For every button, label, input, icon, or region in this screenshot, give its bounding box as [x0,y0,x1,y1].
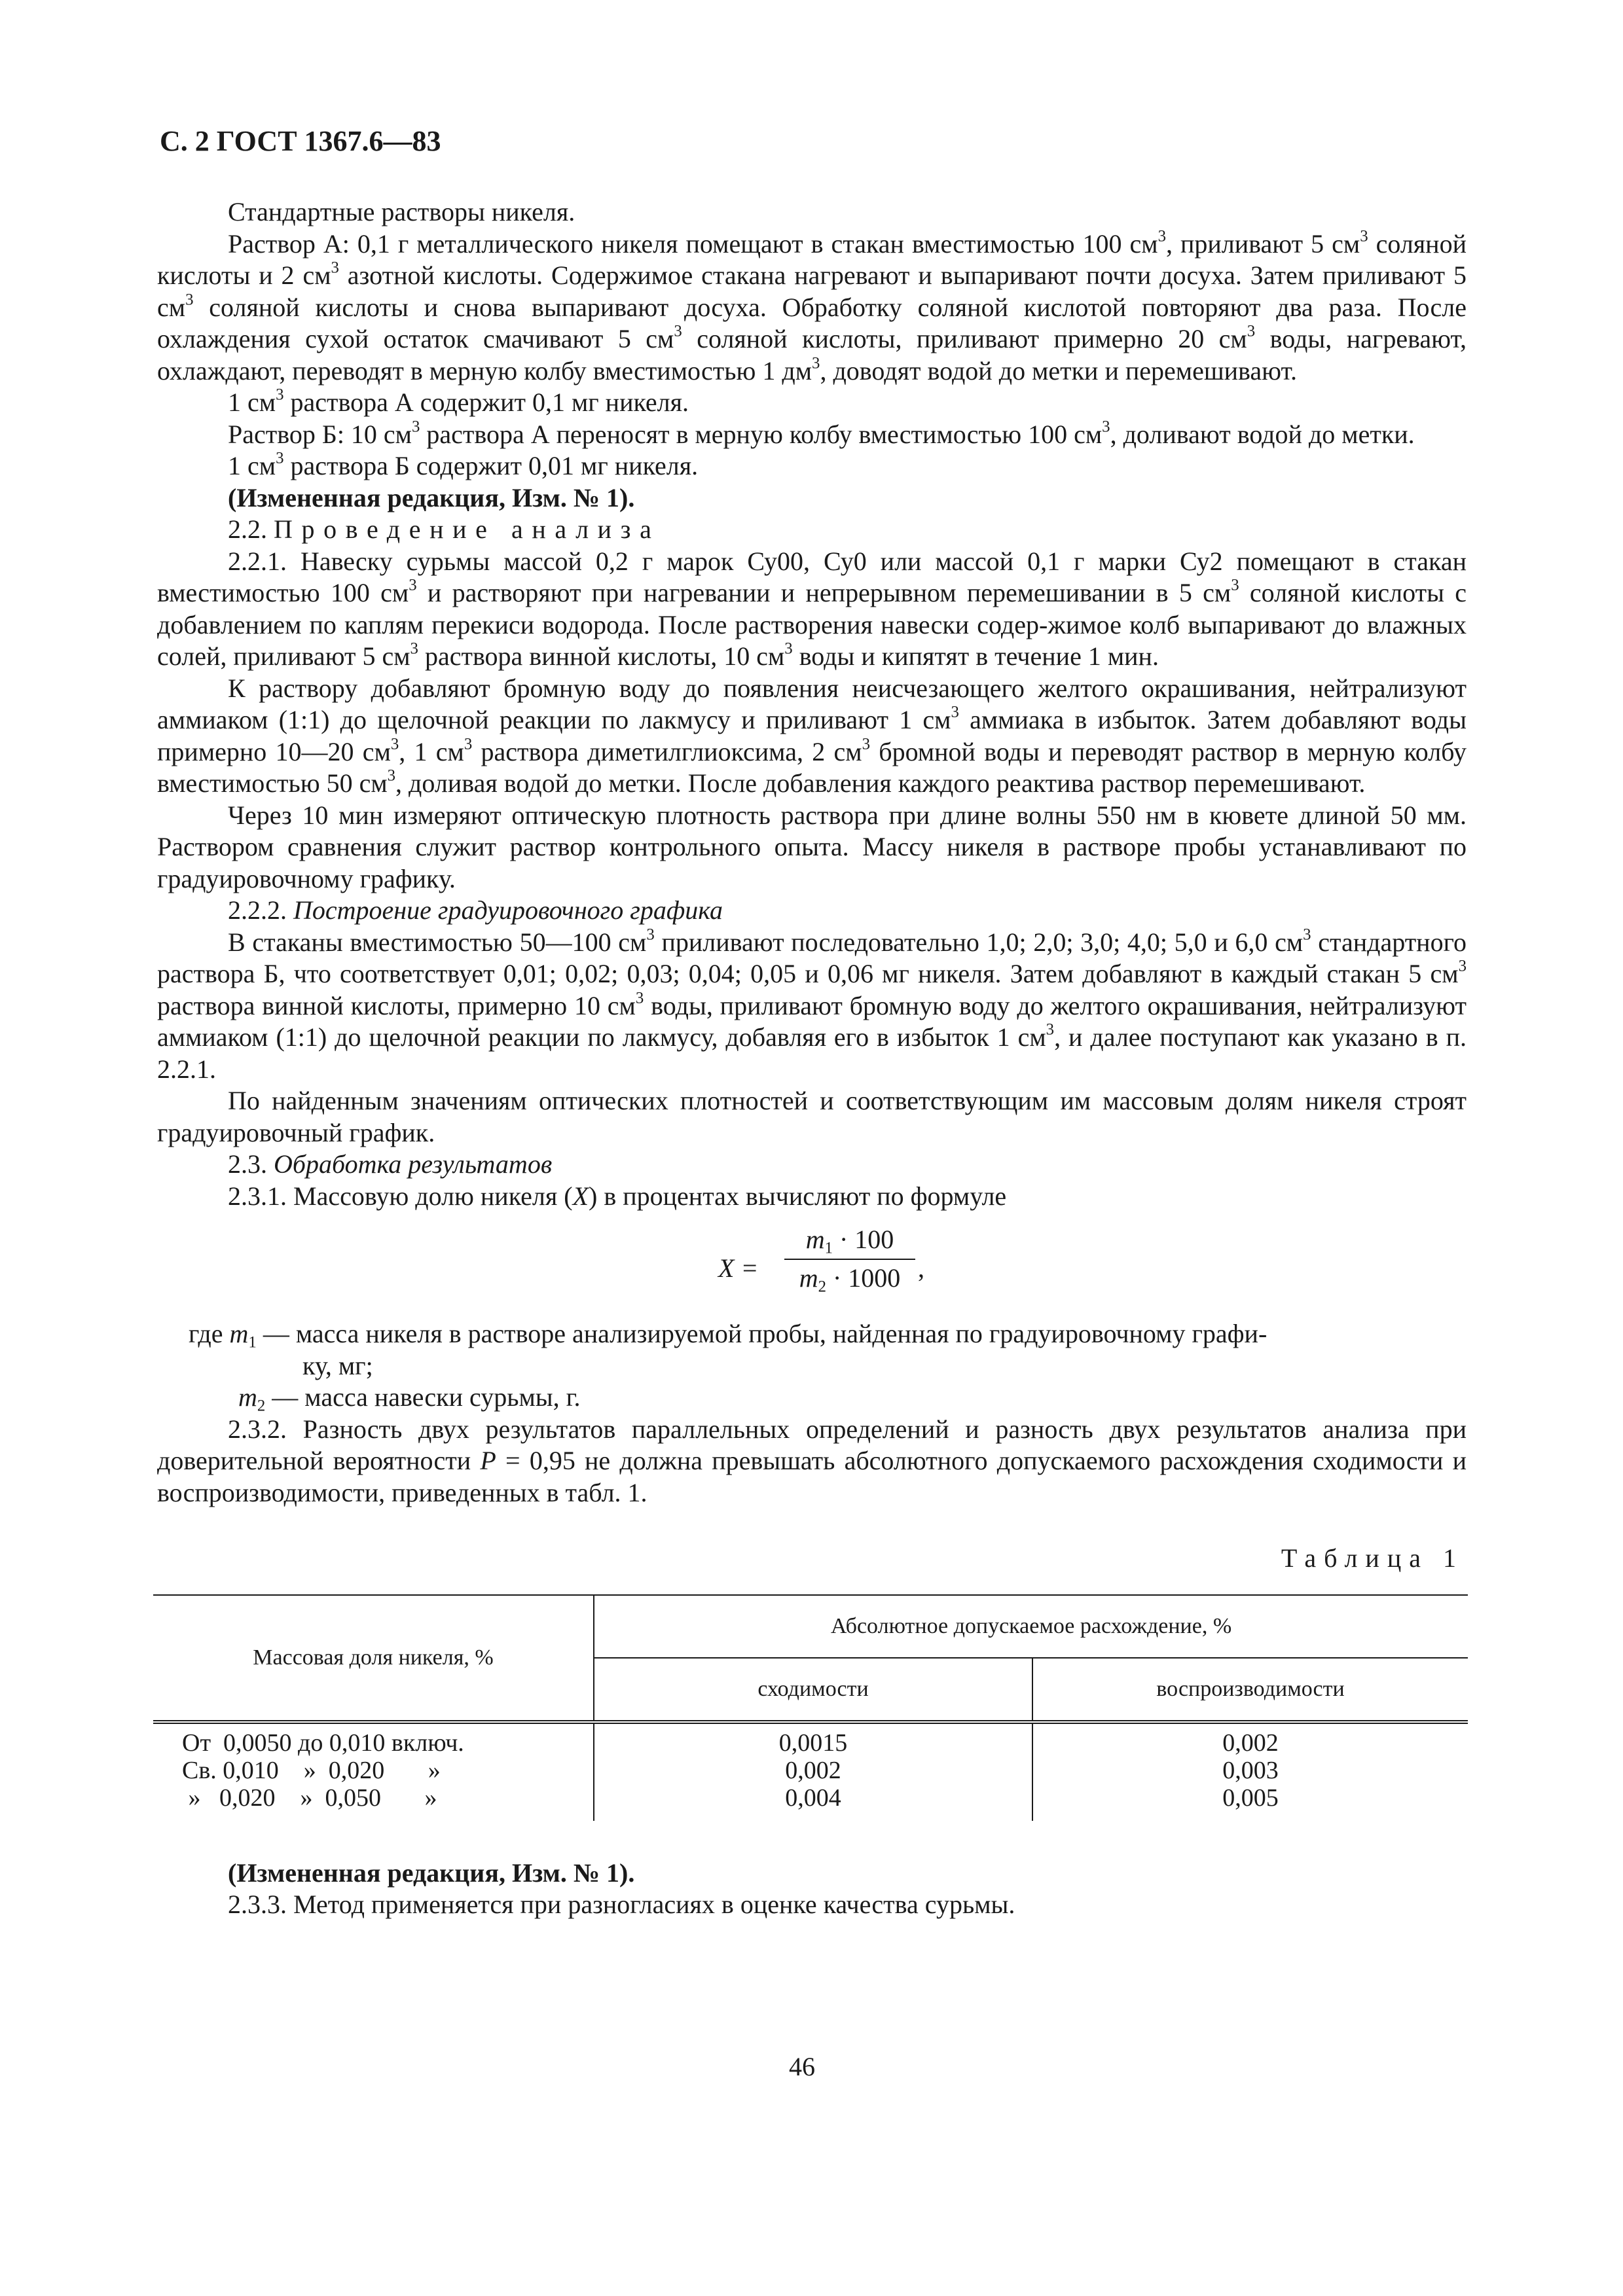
superscript: 3 [276,386,284,404]
table-row [153,1722,1468,1757]
text: воды и кипятят в течение 1 мин. [792,641,1159,671]
superscript: 3 [1247,322,1256,340]
text: где [189,1319,230,1348]
text: приливают последовательно 1,0; 2,0; 3,0; 4,0; 5,0 и 6,0 см [654,927,1304,957]
table-row [153,1757,1468,1784]
subscript: 1 [248,1333,257,1352]
formula [157,1221,1467,1318]
superscript: 3 [951,703,959,721]
text: воды, нагревают, охлаждают, переводят в мерную колбу вместимостью 1 дм [157,324,1467,386]
paragraph-calibration [157,927,1467,1086]
text: ) в процентах вычисляют по формуле [589,1181,1007,1211]
text: раствора винной кислоты, примерно 10 см [157,990,636,1020]
column-header-reproducibility: воспроизводимости [1032,1658,1468,1722]
paragraph-2-3-1 [157,1181,1467,1213]
section-2-2-heading [157,514,1467,546]
formula-fraction [784,1224,915,1294]
paragraph-solution-b-content [157,450,1467,482]
superscript: 3 [387,766,396,785]
document-body [157,196,1467,1921]
superscript: 3 [464,735,473,753]
superscript: 3 [1102,418,1110,436]
text: соляной кислоты, приливают примерно 20 см [682,324,1247,353]
paragraph-solution-b [157,419,1467,451]
text: раствора диметилглиоксима, 2 см [472,736,862,766]
table-row [153,1784,1468,1821]
section-number: 2.2. [228,514,274,544]
table-header-row [153,1595,1468,1658]
superscript: 3 [674,322,682,340]
text: бромной воды и переводят раствор в мерную колбу вместимостью 50 см [157,736,1467,798]
text: 1 см [228,451,276,480]
column-header-convergence: сходимости [594,1658,1032,1722]
section-title: Обработка результатов [274,1149,553,1179]
formula-m: m [799,1263,818,1293]
amendment-note: (Измененная редакция, Изм. № 1). [228,482,635,512]
table-cell: 0,002 [594,1757,1032,1784]
formula-legend [157,1318,1467,1414]
text: 2.3.2. Разность двух результатов параллельных определений и разность двух результатов анализа при доверительной вероятности [157,1414,1467,1475]
superscript: 3 [276,449,284,467]
superscript: 3 [862,735,870,753]
text: аммиака в избыток. Затем добавляют воды примерно 10—20 см [157,705,1467,766]
text: соляной кислоты и 2 см [157,228,1467,290]
superscript: 3 [1158,227,1166,245]
superscript: 3 [1360,227,1368,245]
text: соляной кислоты с добавлением по каплям перекиси водорода. После растворения навески содер-жимое колб выпаривают до влажных солей, приливают 5 см [157,578,1467,671]
text: соляной кислоты и снова выпаривают досуха. Обработку соляной кислотой повторяют два раза. После охлаждения сухой остаток смачивают 5 см [157,292,1467,353]
text: азотной кислоты. Содержимое стакана нагревают и выпаривают почти досуха. Затем приливают 5 см [157,260,1467,322]
text: 2.3.1. Массовую долю никеля ( [228,1181,573,1211]
text: 2.2.1. Навеску сурьмы массой 0,2 г марок Су00, Су0 или массой 0,1 г марки Су2 помещают в стакан вместимостью 100 см [157,546,1467,607]
table-cell: Св. 0,010 » 0,020 » [182,1756,441,1784]
text: раствора А содержит 0,1 мг никеля. [283,387,689,417]
formula-comma: , [918,1253,924,1283]
variable-x: X [572,1181,589,1211]
paragraph-bromine [157,673,1467,800]
subscript: 1 [824,1239,833,1257]
text: Раствор Б: 10 см [228,419,412,449]
text: , приливают 5 см [1166,228,1360,259]
table-cell: » 0,020 » 0,050 » [182,1784,437,1812]
table-cell: 0,002 [1032,1722,1468,1757]
section-title: Построение градуировочного графика [293,895,723,925]
section-title: Проведение анализа [274,514,661,544]
superscript: 3 [1046,1020,1055,1039]
text: 1 см [228,387,276,417]
variable-p: P [480,1446,496,1475]
table-cell: 0,003 [1032,1757,1468,1784]
text: и растворяют при нагревании и непрерывном перемешивании в 5 см [416,578,1231,607]
section-2-2-2-heading [157,895,1467,927]
text: раствора Б содержит 0,01 мг никеля. [283,451,699,480]
subscript: 2 [818,1277,826,1295]
superscript: 3 [331,259,339,277]
superscript: 3 [390,735,399,753]
text: Стандартные растворы никеля. [228,197,575,226]
legend-m2 [157,1382,1467,1414]
text: — масса никеля в растворе анализируемой пробы, найденная по градуировочному графи- [256,1319,1267,1348]
paragraph-standard-solutions [157,196,1467,228]
formula-denominator [784,1260,915,1295]
page-number: 46 [789,2052,815,2081]
superscript: 3 [784,639,793,658]
superscript: 3 [185,291,194,309]
text: В стаканы вместимостью 50—100 см [228,927,647,957]
paragraph-solution-a-content [157,387,1467,419]
text: , 1 см [399,736,464,766]
amendment-note-2: (Измененная редакция, Изм. № 1). [228,1857,635,1888]
section-number: 2.2.2. [228,895,293,925]
section-2-3-heading [157,1149,1467,1181]
variable-m: m [238,1382,257,1412]
text: · 100 [832,1225,894,1254]
text: , доливают водой до метки. [1110,419,1415,449]
text: воды, приливают бромную воду до желтого окрашивания, нейтрализуют аммиаком (1:1) до щелочной реакции по лакмусу, добавляя его в избыток 1 см [157,990,1467,1052]
subscript: 2 [257,1397,266,1415]
table-cell: От 0,0050 до 0,010 включ. [182,1729,464,1757]
table-1 [153,1594,1468,1821]
paragraph-calibration-graph: По найденным значениям оптических плотностей и соответствующим им массовым долям никеля строят градуировочный график. [157,1086,1467,1147]
formula-lhs: X = [718,1253,759,1283]
legend-m1-continuation: ку, мг; [302,1350,373,1380]
text: = 0,95 не должна превышать абсолютного допускаемого расхождения сходимости и воспроизводимости, приведенных в табл. 1. [157,1446,1467,1507]
text: раствора А переносят в мерную колбу вместимостью 100 см [420,419,1103,449]
superscript: 3 [635,989,644,1007]
text: Раствор А: 0,1 г металлического никеля помещают в стакан вместимостью 100 см [228,228,1158,259]
paragraph-solution-a [157,228,1467,387]
text: , доводят водой до метки и перемешивают. [820,355,1297,386]
column-header-nickel: Массовая доля никеля, % [153,1595,594,1722]
superscript: 3 [646,925,655,944]
text: · 1000 [826,1263,901,1293]
table-title: Таблица 1 [1281,1543,1464,1573]
column-header-group: Абсолютное допускаемое расхождение, % [594,1595,1468,1658]
superscript: 3 [412,418,420,436]
paragraph-optical-density: Через 10 мин измеряют оптическую плотность раствора при длине волны 550 нм в кювете длиной 50 мм. Раствором сравнения служит раствор контрольного опыта. Массу никеля в растворе пробы устанавливают по градуировочному графику. [157,800,1467,893]
paragraph-2-3-2 [157,1414,1467,1509]
table-cell: 0,0015 [594,1722,1032,1757]
table-cell: 0,005 [1032,1784,1468,1821]
superscript: 3 [410,639,418,658]
superscript: 3 [1458,957,1467,975]
text: , и далее поступают как указано в п. 2.2.1. [157,1022,1467,1084]
superscript: 3 [1303,925,1311,944]
text: , доливая водой до метки. После добавления каждого реактива раствор перемешивают. [395,768,1366,798]
superscript: 3 [812,354,820,372]
text: К раствору добавляют бромную воду до появления неисчезающего желтого окрашивания, нейтрализуют аммиаком (1:1) до щелочной реакции по лакмусу и приливают 1 см [157,673,1467,734]
text: раствора винной кислоты, 10 см [418,641,785,671]
variable-m: m [229,1319,249,1348]
legend-m1 [157,1318,1467,1350]
paragraph-2-2-1 [157,546,1467,673]
paragraph-2-3-3: 2.3.3. Метод применяется при разногласиях в оценке качества сурьмы. [228,1890,1015,1919]
page-header: С. 2 ГОСТ 1367.6—83 [160,125,441,157]
formula-m: m [805,1225,825,1254]
text: — масса навески сурьмы, г. [265,1382,581,1412]
section-number: 2.3. [228,1149,274,1179]
superscript: 3 [409,576,417,594]
text: стандартного раствора Б, что соответствует 0,01; 0,02; 0,03; 0,04; 0,05 и 0,06 мг никеля. Затем добавляют в каждый стакан 5 см [157,927,1467,988]
table-cell: 0,004 [594,1784,1032,1821]
superscript: 3 [1231,576,1239,594]
formula-numerator [784,1224,915,1260]
